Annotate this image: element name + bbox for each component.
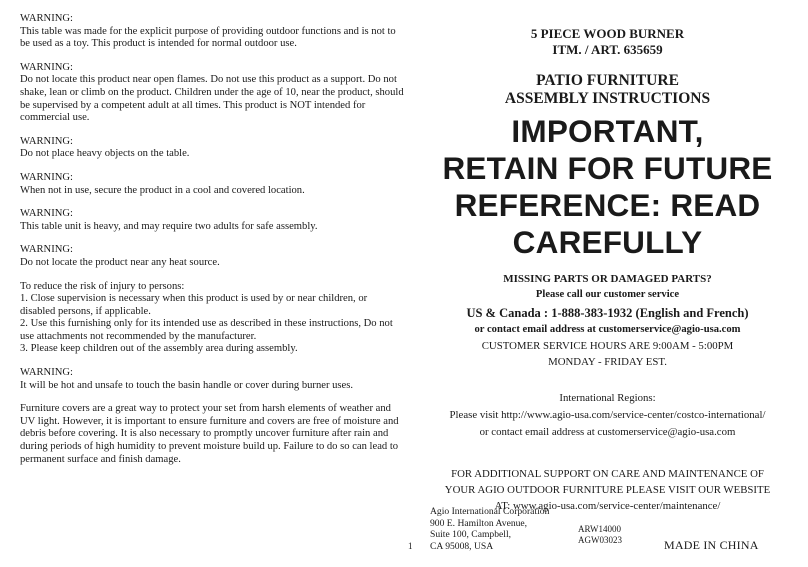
warning-heading: WARNING: <box>20 367 73 379</box>
warning-block-6 <box>20 244 405 269</box>
risk-item-2: 2. Use this furnishing only for its intended use as described in these instructions, Do not use attachments not recommended by the manufacturer. <box>20 318 393 342</box>
important-line-2: RETAIN FOR FUTURE <box>442 150 773 186</box>
warning-text: Do not locate this product near open flames. Do not use this product as a support. Do not shake, lean or climb on the product. Children under the age of 10, near the product, should be supervised by a competent adult at all times. This product is NOT intended for commercial use. <box>20 74 404 124</box>
address-line-1: 900 E. Hamilton Avenue, <box>430 517 528 529</box>
missing-parts-heading: MISSING PARTS OR DAMAGED PARTS? <box>503 273 712 285</box>
risk-item-3: 3. Please keep children out of the assembly area during assembly. <box>20 343 298 355</box>
warning-block-7 <box>20 367 405 392</box>
risk-heading: To reduce the risk of injury to persons: <box>20 280 185 292</box>
warning-text: This table was made for the explicit purpose of providing outdoor functions and is not to be used as a toy. This product is intended for normal outdoor use. <box>20 25 396 50</box>
support-line-2: YOUR AGIO OUTDOOR FURNITURE PLEASE VISIT OUR WEBSITE <box>444 484 771 496</box>
warning-text: This table unit is heavy, and may require two adults for safe assembly. <box>20 220 318 232</box>
warnings-column <box>20 13 405 477</box>
support-line-3: AT: www.agio-usa.com/service-center/maintenance/ <box>494 500 721 512</box>
warning-block-4 <box>20 172 405 197</box>
support-line-1: FOR ADDITIONAL SUPPORT ON CARE AND MAINTENANCE OF <box>451 468 764 480</box>
code-1: ARW14000 <box>578 524 622 534</box>
warning-heading: WARNING: <box>20 244 73 256</box>
risk-item-1: 1. Close supervision is necessary when this product is used by or near children, or disabled persons, if applicable. <box>20 293 368 317</box>
warning-heading: WARNING: <box>20 135 73 147</box>
covers-text: Furniture covers are a great way to protect your set from harsh elements of weather and UV light. However, it is important to ensure furniture and covers are free of moisture and debris before covering. It is also necessary to promptly uncover furniture after rain and during periods of high humidity to prevent moisture build up. Failure to do so can lead to permanent surface and finish damage. <box>20 403 399 465</box>
code-2: AGW03023 <box>578 534 622 545</box>
phone-line: US & Canada : 1-888-383-1932 (English and French) <box>466 306 749 320</box>
made-in-label: MADE IN CHINA <box>664 538 759 552</box>
company-address <box>430 506 549 552</box>
hours-line: CUSTOMER SERVICE HOURS ARE 9:00AM - 5:00PM <box>481 340 734 352</box>
call-service-text: Please call our customer service <box>535 289 680 300</box>
item-number: ITM. / ART. 635659 <box>552 42 663 57</box>
address-line-3: CA 95008, USA <box>430 540 494 552</box>
intl-email-line: or contact email address at customerservice@agio-usa.com <box>479 426 736 438</box>
warning-heading: WARNING: <box>20 13 73 24</box>
warning-text: When not in use, secure the product in a cool and covered location. <box>20 184 305 196</box>
cover-column <box>430 26 785 513</box>
warning-heading: WARNING: <box>20 208 73 220</box>
warning-heading: WARNING: <box>20 171 73 183</box>
warning-text: Do not place heavy objects on the table. <box>20 148 190 160</box>
intl-visit-line: Please visit http://www.agio-usa.com/service-center/costco-international/ <box>449 409 766 421</box>
warning-block-5 <box>20 208 405 233</box>
warning-block-2 <box>20 62 405 125</box>
warning-heading: WARNING: <box>20 61 73 73</box>
company-name: Agio International Corporation <box>430 506 550 517</box>
covers-block <box>20 403 405 466</box>
product-name: 5 PIECE WOOD BURNER <box>530 26 685 41</box>
product-codes <box>578 524 622 545</box>
warning-text: It will be hot and unsafe to touch the basin handle or cover during burner uses. <box>20 379 354 391</box>
important-line-4: CAREFULLY <box>512 224 703 260</box>
risk-block <box>20 281 405 357</box>
page-number: 1 <box>408 541 413 551</box>
days-line: MONDAY - FRIDAY EST. <box>548 356 667 368</box>
category-line-2: ASSEMBLY INSTRUCTIONS <box>504 90 711 107</box>
important-line-3: REFERENCE: READ <box>454 187 761 223</box>
intl-heading: International Regions: <box>559 392 656 404</box>
important-line-1: IMPORTANT, <box>511 113 704 149</box>
email-line: or contact email address at customerservice@agio-usa.com <box>474 324 741 335</box>
category-line-1: PATIO FURNITURE <box>536 72 679 89</box>
warning-block-1 <box>20 13 405 51</box>
address-line-2: Suite 100, Campbell, <box>430 529 512 540</box>
warning-block-3 <box>20 136 405 161</box>
warning-text: Do not locate the product near any heat source. <box>20 256 220 268</box>
